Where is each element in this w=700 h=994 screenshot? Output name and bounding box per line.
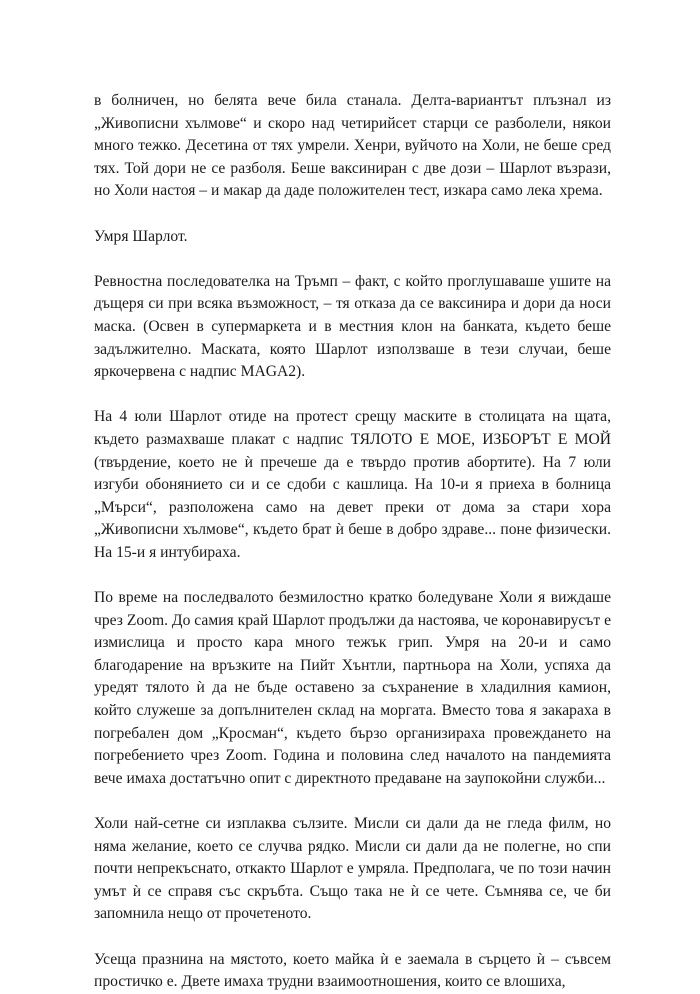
paragraph: На 4 юли Шарлот отиде на протест срещу маските в столицата на щата, където размахваше плакат с надпис ТЯЛОТО Е МОЕ, ИЗБОРЪТ Е МОЙ (твърдение, което не ѝ пречеше да е твърдо против абортите). На 7 юли изгуби обонянието си и се сдоби с кашлица. На 10-и я приеха в болница „Мърси“, разположена само на девет преки от дома за стари хора „Живописни хълмове“, където брат ѝ беше в добро здраве... поне физически. На 15-и я интубираха. [94,408,611,561]
paragraph: Умря Шарлот. [94,227,188,245]
body-text [94,90,611,994]
paragraph: в болничен, но белята вече била станала. Делта-вариантът плъзнал из „Живописни хълмове“ и скоро над четирийсет старци се разболели, някои много тежко. Десетина от тях умрели. Хенри, вуйчото на Холи, не беше сред тях. Той дори не се разболя. Беше ваксиниран с две дози – Шарлот възрази, но Холи настоя – и макар да даде положителен тест, изкара само лека хрема. [94,92,611,200]
paragraph: Усеща празнина на мястото, което майка ѝ е заемала в сърцето ѝ – съвсем простичко е. Двете имаха трудни взаимоотношения, които се влошиха, [94,950,611,991]
paragraph: Холи най-сетне си изплаква сълзите. Мисли си дали да не гледа филм, но няма желание, което се случва рядко. Мисли си дали да не полегне, но спи почти непрекъснато, откакто Шарлот е умряла. Предполага, че по този начин умът ѝ се справя със скръбта. Също така не ѝ се чете. Съмнява се, че би запомнила нещо от прочетеното. [94,815,611,923]
paragraph: По време на последвалото безмилостно кратко боледуване Холи я виждаше чрез Zoom. До самия край Шарлот продължи да настоява, че коронавирусът е измислица и просто кара много тежък грип. Умря на 20-и и само благодарение на връзките на Пийт Хънтли, партньора на Холи, успяха да уредят тялото ѝ да не бъде оставено за съхранение в хладилния камион, който служеше за допълнителен склад на моргата. Вместо това я закараха в погребален дом „Кросман“, където бързо организираха провеждането на погребението чрез Zoom. Година и половина след началото на пандемията вече имаха достатъчно опит с директното предаване на заупокойни служби... [94,589,611,787]
paragraph: Ревностна последователка на Тръмп – факт, с който проглушаваше ушите на дъщеря си при всяка възможност, – тя отказа да се ваксинира и дори да носи маска. (Освен в супермаркета и в местния клон на банката, където беше задължително. Маската, която Шарлот използваше в тези случаи, беше яркочервена с надпис MAGA2). [94,272,611,381]
